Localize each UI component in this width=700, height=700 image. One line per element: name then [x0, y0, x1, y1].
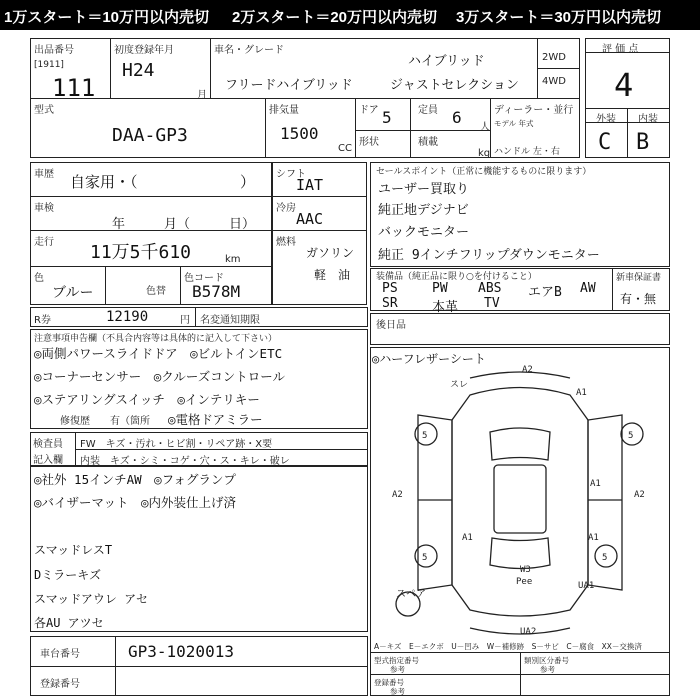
form-ref-3: 参考 — [390, 687, 405, 696]
grade-line2: ジャストセレクション — [390, 78, 519, 93]
model-year-label: モデル 年式 — [494, 119, 534, 128]
score-value: 4 — [614, 66, 634, 104]
reg-no-label: 登録番号 — [40, 679, 80, 690]
new-cert-value: 有・無 — [620, 292, 657, 306]
first-reg-label: 初度登録年月 — [114, 45, 174, 56]
mark-a1-lower: A1 — [588, 533, 599, 543]
mark-ua2: UA2 — [520, 627, 537, 637]
sales-points-label: セールスポイント（正常に機能するものに限ります） — [376, 167, 592, 177]
interior-value: B — [636, 130, 650, 155]
rating-label: 評 価 点 — [602, 44, 639, 55]
remarks-label: 記入欄 — [33, 455, 63, 466]
mark-w3: W3 — [520, 565, 531, 575]
inspector-row-1: FW キズ・汚れ・ヒビ割・リペア跡・X要 — [80, 439, 273, 450]
ac-label: 冷房 — [276, 203, 296, 214]
exterior-label: 外装 — [596, 114, 616, 125]
equip-sr: SR — [382, 296, 398, 311]
shift-label: シフト — [276, 169, 306, 180]
header-segment-3: 3万スタート＝30万円以内売切 — [456, 9, 662, 26]
car-front-bumper — [470, 372, 570, 378]
fuel-gas: ガソリン — [306, 246, 355, 260]
recycle-value: 12190 — [106, 309, 149, 325]
people-unit: 人 — [480, 122, 490, 133]
km-unit: km — [225, 254, 241, 265]
2wd-option: 2WD — [542, 52, 566, 63]
displacement-label: 排気量 — [269, 105, 299, 116]
handwritten-note-3: スマッドアウレ アセ — [34, 592, 149, 606]
rear-seat-label: 後日品 — [376, 320, 406, 331]
sales-point-1: ユーザー買取り — [378, 182, 470, 197]
kg-unit: kg — [478, 148, 491, 159]
mark-5-rl: 5 — [422, 553, 428, 563]
dealer-label: ディーラー・並行 — [494, 105, 574, 116]
inspector-label: 検査員 — [33, 439, 63, 450]
form-label-3: 登録番号 — [374, 678, 404, 687]
mark-a2-right: A2 — [634, 490, 645, 500]
doors-label: ドア — [359, 105, 379, 116]
inspection-label: 車検 — [34, 203, 54, 214]
history-close: ） — [240, 173, 256, 191]
handwritten-note-1: スマッドレスT — [34, 543, 113, 557]
remark-2: ◎バイザーマット ◎内外装仕上げ済 — [34, 495, 237, 510]
history-label: 車歴 — [34, 169, 54, 180]
form-ref-2: 参考 — [540, 665, 555, 674]
grade-line1: ハイブリッド — [408, 54, 485, 69]
repair-history-value: 有（箇所 — [110, 416, 150, 427]
car-name-value: フリードハイブリッド — [225, 78, 353, 93]
spare-label: スペア — [396, 589, 426, 600]
new-cert-label: 新車保証書 — [616, 273, 662, 283]
equip-ps: PS — [382, 281, 398, 296]
color-label: 色 — [34, 273, 44, 284]
sales-point-2: 純正地デジナビ — [378, 203, 469, 218]
history-value: 自家用・（ — [70, 173, 138, 191]
spare-wheel — [396, 592, 420, 616]
yen-unit: 円 — [180, 315, 190, 326]
sales-point-4: 純正 9インチフリップダウンモニター — [378, 248, 600, 263]
doors-value: 5 — [382, 108, 392, 127]
mark-a2-top: A2 — [522, 365, 533, 375]
equip-pw: PW — [432, 281, 448, 296]
4wd-option: 4WD — [542, 76, 566, 87]
form-ref-1: 参考 — [390, 665, 405, 674]
rear-seat-value: ◎ハーフレザーシート — [372, 352, 486, 366]
model-label: 型式 — [34, 105, 54, 116]
mark-a2-left: A2 — [392, 490, 403, 500]
exhibit-no-value: 111 — [52, 74, 96, 102]
car-right-side — [588, 415, 622, 590]
equip-airbag: エアB — [528, 285, 562, 300]
capacity-value: 6 — [452, 108, 462, 127]
mark-pee: Pee — [516, 577, 533, 587]
note-3: ◎ステアリングスイッチ ◎インテリキー — [34, 392, 260, 407]
mark-a1-top: A1 — [576, 388, 587, 398]
shift-value: IAT — [296, 176, 324, 194]
exhibit-no-label: 出品番号 — [34, 45, 74, 56]
repair-history-label: 修復歴 — [60, 416, 90, 427]
car-roof — [494, 465, 546, 533]
handle-label: ハンドル 左・右 — [494, 147, 560, 157]
color-change-label: 色替 — [146, 286, 166, 297]
inspector-row-2: 内装 キズ・シミ・コゲ・穴・ス・キレ・破レ — [80, 456, 290, 467]
chassis-no-label: 車台番号 — [40, 649, 80, 660]
model-value: DAA-GP3 — [112, 125, 188, 146]
shape-label: 形状 — [359, 137, 379, 148]
inspection-value: 年 月（ 日） — [112, 217, 256, 232]
equip-aw: AW — [580, 281, 596, 296]
chassis-no-value: GP3-1020013 — [128, 642, 234, 661]
note-4: ◎電格ドアミラー — [168, 412, 263, 427]
first-reg-month-unit: 月 — [197, 90, 207, 101]
header-segment-2: 2万スタート＝20万円以内売切 — [232, 9, 438, 26]
notes-label: 注意事項申告欄（不具合内容等は具体的に記入して下さい） — [34, 334, 278, 344]
handwritten-note-4: 各AU アツセ — [34, 616, 104, 630]
mark-ua1: UA1 — [578, 581, 595, 591]
exterior-value: C — [598, 130, 612, 155]
interior-label: 内装 — [638, 114, 658, 125]
car-rear-window — [490, 538, 550, 569]
fuel-diesel: 軽 油 — [314, 268, 351, 282]
mileage-label: 走行 — [34, 237, 54, 248]
transfer-label: 名変通知期限 — [200, 315, 260, 326]
ac-value: AAC — [296, 210, 324, 228]
car-name-label: 車名・グレード — [214, 45, 284, 56]
recycle-label: R券 — [34, 315, 51, 326]
exhibit-no-small: [1911] — [34, 60, 64, 70]
load-label: 積載 — [418, 137, 438, 148]
form-label-2: 類別区分番号 — [524, 656, 569, 665]
note-1: ◎両側パワースライドドア ◎ビルトインETC — [34, 346, 283, 361]
sales-point-3: バックモニター — [378, 225, 470, 240]
mark-5-fl: 5 — [422, 431, 428, 441]
handwritten-note-2: Dミラーキズ — [34, 568, 101, 582]
header-segment-1: 1万スタート＝10万円以内売切 — [4, 9, 210, 26]
mark-a1-left: A1 — [462, 533, 473, 543]
color-code-value: B578M — [192, 282, 241, 301]
remark-1: ◎社外 15インチAW ◎フォグランプ — [34, 472, 237, 487]
color-code-label: 色コード — [184, 273, 224, 284]
equip-tv: TV — [484, 296, 500, 311]
mileage-value: 11万5千610 — [90, 242, 192, 263]
mark-5-rr: 5 — [602, 553, 608, 563]
first-reg-value: H24 — [122, 60, 155, 81]
equip-leather: 本革 — [432, 300, 459, 315]
legend: A－キズ E－エクボ U－凹み W－補修跡 S－サビ C－腐食 XX－交換済 — [374, 642, 642, 651]
color-value: ブルー — [52, 285, 94, 301]
cc-unit: CC — [338, 143, 352, 154]
equip-abs: ABS — [478, 281, 502, 296]
car-windshield — [490, 428, 550, 460]
capacity-label: 定員 — [418, 105, 438, 116]
fuel-label: 燃料 — [276, 237, 296, 248]
displacement-value: 1500 — [280, 124, 319, 143]
equipment-label: 装備品（純正品に限り○を付けること） — [376, 272, 537, 282]
mark-sure: スレ — [450, 380, 469, 390]
form-label-1: 型式指定番号 — [374, 656, 419, 665]
mark-a1-right: A1 — [590, 479, 601, 489]
mark-5-fr: 5 — [628, 431, 634, 441]
note-2: ◎コーナーセンサー ◎クルーズコントロール — [34, 369, 286, 384]
